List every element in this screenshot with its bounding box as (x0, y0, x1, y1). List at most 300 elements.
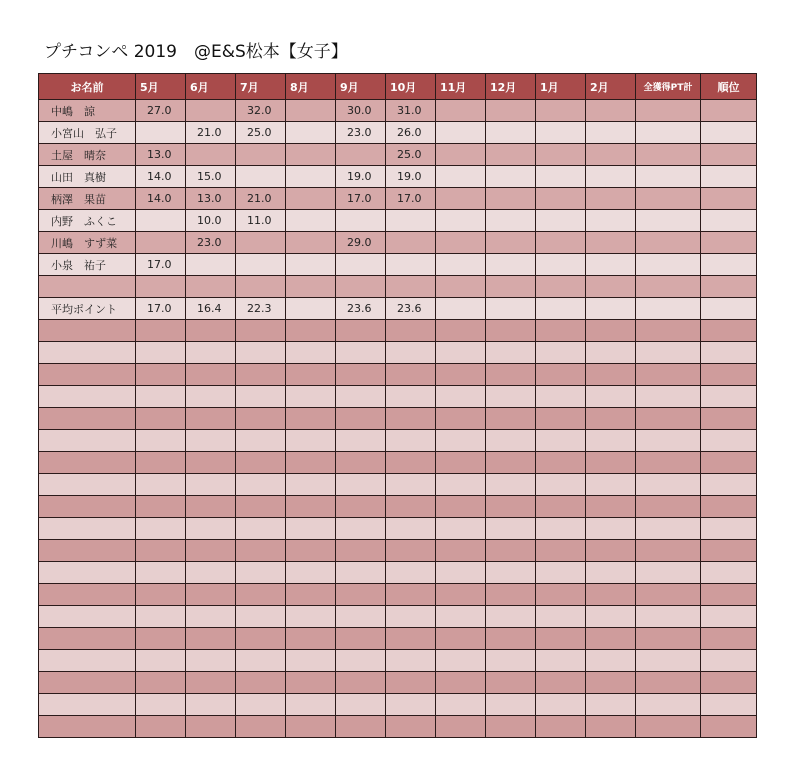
score-cell (486, 672, 536, 694)
score-cell (636, 276, 701, 298)
name-cell: 中嶋 諒 (39, 100, 136, 122)
score-cell (336, 474, 386, 496)
score-cell (436, 276, 486, 298)
score-cell (336, 716, 386, 738)
header-name: お名前 (39, 74, 136, 100)
score-cell (236, 320, 286, 342)
score-cell (186, 430, 236, 452)
score-cell (286, 210, 336, 232)
score-cell (436, 100, 486, 122)
score-cell (336, 452, 386, 474)
empty-row (39, 474, 757, 496)
empty-row (39, 518, 757, 540)
score-cell (436, 210, 486, 232)
score-cell (701, 584, 757, 606)
score-cell (236, 254, 286, 276)
score-cell (286, 320, 336, 342)
score-cell (136, 364, 186, 386)
score-cell: 21.0 (186, 122, 236, 144)
score-cell (386, 320, 436, 342)
score-cell (701, 650, 757, 672)
score-cell (286, 342, 336, 364)
name-cell (39, 650, 136, 672)
header-feb: 2月 (586, 74, 636, 100)
score-cell (136, 650, 186, 672)
score-cell (586, 672, 636, 694)
score-cell: 17.0 (136, 254, 186, 276)
score-cell (436, 166, 486, 188)
score-cell (286, 254, 336, 276)
header-row (39, 74, 757, 100)
score-cell (136, 672, 186, 694)
score-cell (286, 430, 336, 452)
empty-row (39, 364, 757, 386)
score-cell (386, 210, 436, 232)
score-cell (701, 100, 757, 122)
score-cell (436, 518, 486, 540)
score-cell (486, 430, 536, 452)
score-cell (536, 694, 586, 716)
score-cell (536, 298, 586, 320)
score-cell (486, 628, 536, 650)
score-cell (586, 496, 636, 518)
score-cell (186, 606, 236, 628)
score-cell (636, 628, 701, 650)
score-cell (186, 452, 236, 474)
score-cell (386, 232, 436, 254)
score-cell (286, 386, 336, 408)
score-cell (436, 562, 486, 584)
score-cell (186, 540, 236, 562)
score-cell (436, 188, 486, 210)
name-cell (39, 430, 136, 452)
score-cell (636, 386, 701, 408)
score-cell (636, 210, 701, 232)
score-cell (286, 672, 336, 694)
score-cell: 10.0 (186, 210, 236, 232)
name-cell: 川嶋 すず菜 (39, 232, 136, 254)
score-cell (586, 694, 636, 716)
score-cell (536, 254, 586, 276)
score-cell (486, 606, 536, 628)
empty-row (39, 408, 757, 430)
score-cell: 14.0 (136, 188, 186, 210)
score-cell (586, 364, 636, 386)
score-cell (236, 628, 286, 650)
score-cell (186, 650, 236, 672)
score-cell (436, 496, 486, 518)
score-cell (486, 540, 536, 562)
score-cell (636, 408, 701, 430)
score-cell (701, 364, 757, 386)
average-row (39, 298, 757, 320)
score-cell: 23.6 (386, 298, 436, 320)
score-cell (336, 430, 386, 452)
header-aug: 8月 (286, 74, 336, 100)
score-cell (336, 408, 386, 430)
score-cell (586, 276, 636, 298)
score-cell (186, 562, 236, 584)
score-cell (286, 474, 336, 496)
score-cell (586, 100, 636, 122)
score-cell (186, 364, 236, 386)
score-cell (186, 408, 236, 430)
score-cell (486, 100, 536, 122)
score-cell (286, 298, 336, 320)
header-jul: 7月 (236, 74, 286, 100)
score-cell (386, 408, 436, 430)
empty-row (39, 694, 757, 716)
score-cell (286, 276, 336, 298)
score-cell: 23.6 (336, 298, 386, 320)
score-cell: 14.0 (136, 166, 186, 188)
score-cell (536, 650, 586, 672)
name-cell (39, 342, 136, 364)
score-cell (336, 650, 386, 672)
score-cell (236, 694, 286, 716)
score-cell (536, 188, 586, 210)
score-cell (136, 584, 186, 606)
score-cell (586, 386, 636, 408)
score-cell (136, 518, 186, 540)
score-cell (636, 518, 701, 540)
score-cell (536, 430, 586, 452)
score-cell (536, 364, 586, 386)
name-cell (39, 584, 136, 606)
score-cell (586, 584, 636, 606)
score-cell (586, 342, 636, 364)
score-cell (536, 452, 586, 474)
score-cell (486, 210, 536, 232)
score-cell (636, 232, 701, 254)
score-cell (536, 672, 586, 694)
score-cell: 15.0 (186, 166, 236, 188)
score-cell (286, 452, 336, 474)
score-cell (386, 452, 436, 474)
score-cell (701, 386, 757, 408)
empty-row (39, 584, 757, 606)
score-cell (586, 540, 636, 562)
empty-row (39, 628, 757, 650)
score-cell (336, 276, 386, 298)
score-cell (636, 364, 701, 386)
score-cell (336, 496, 386, 518)
score-cell: 13.0 (186, 188, 236, 210)
score-cell (536, 496, 586, 518)
score-cell (636, 320, 701, 342)
score-cell (236, 606, 286, 628)
name-cell (39, 672, 136, 694)
score-cell (701, 232, 757, 254)
score-cell (336, 342, 386, 364)
score-cell (536, 606, 586, 628)
score-cell: 13.0 (136, 144, 186, 166)
score-cell (701, 298, 757, 320)
score-cell (386, 694, 436, 716)
score-cell: 32.0 (236, 100, 286, 122)
empty-row (39, 562, 757, 584)
score-cell (701, 408, 757, 430)
header-oct: 10月 (386, 74, 436, 100)
score-cell (386, 540, 436, 562)
name-cell (39, 452, 136, 474)
score-cell (701, 276, 757, 298)
score-cell (436, 342, 486, 364)
score-cell: 17.0 (336, 188, 386, 210)
score-cell (486, 276, 536, 298)
score-cell (536, 166, 586, 188)
score-cell: 11.0 (236, 210, 286, 232)
score-cell (286, 716, 336, 738)
header-rank: 順位 (701, 74, 757, 100)
score-cell (136, 232, 186, 254)
score-cell (286, 188, 336, 210)
score-cell (586, 122, 636, 144)
score-cell: 22.3 (236, 298, 286, 320)
score-cell (136, 210, 186, 232)
score-cell (136, 474, 186, 496)
score-cell (701, 716, 757, 738)
score-cell: 30.0 (336, 100, 386, 122)
score-cell (636, 474, 701, 496)
score-cell (486, 518, 536, 540)
score-cell (636, 298, 701, 320)
score-cell (186, 716, 236, 738)
table-row (39, 100, 757, 122)
score-cell (536, 408, 586, 430)
score-cell: 25.0 (386, 144, 436, 166)
score-cell (286, 364, 336, 386)
score-cell (386, 606, 436, 628)
score-cell (386, 254, 436, 276)
empty-row (39, 672, 757, 694)
header-may: 5月 (136, 74, 186, 100)
header-sep: 9月 (336, 74, 386, 100)
empty-row (39, 452, 757, 474)
score-cell: 31.0 (386, 100, 436, 122)
score-cell (336, 672, 386, 694)
score-cell (236, 452, 286, 474)
score-cell (436, 628, 486, 650)
name-cell: 内野 ふくこ (39, 210, 136, 232)
score-cell (586, 628, 636, 650)
score-cell (536, 474, 586, 496)
score-cell (336, 144, 386, 166)
score-cell (701, 496, 757, 518)
score-cell (536, 122, 586, 144)
score-cell: 26.0 (386, 122, 436, 144)
score-cell (536, 518, 586, 540)
score-cell (386, 430, 436, 452)
score-cell (186, 672, 236, 694)
score-cell (636, 100, 701, 122)
score-cell (486, 320, 536, 342)
score-cell (701, 320, 757, 342)
score-cell (186, 254, 236, 276)
score-cell (336, 320, 386, 342)
score-cell (486, 166, 536, 188)
score-cell (336, 694, 386, 716)
name-cell (39, 386, 136, 408)
name-cell (39, 320, 136, 342)
score-cell (636, 562, 701, 584)
score-cell (386, 628, 436, 650)
score-cell (236, 650, 286, 672)
score-cell (701, 672, 757, 694)
score-cell (536, 386, 586, 408)
score-cell (636, 144, 701, 166)
score-cell (701, 188, 757, 210)
score-cell (701, 166, 757, 188)
table-row (39, 188, 757, 210)
score-cell (436, 716, 486, 738)
score-cell (701, 628, 757, 650)
score-cell (386, 474, 436, 496)
score-cell (336, 210, 386, 232)
score-cell (701, 254, 757, 276)
score-cell: 17.0 (386, 188, 436, 210)
table-row (39, 276, 757, 298)
score-cell (386, 276, 436, 298)
score-cell (636, 430, 701, 452)
score-cell (386, 386, 436, 408)
score-cell (186, 276, 236, 298)
score-cell (636, 342, 701, 364)
score-cell (336, 606, 386, 628)
score-cell (136, 386, 186, 408)
name-cell (39, 518, 136, 540)
score-cell (136, 452, 186, 474)
name-cell (39, 606, 136, 628)
score-cell (636, 188, 701, 210)
score-cell (586, 320, 636, 342)
header-dec: 12月 (486, 74, 536, 100)
empty-row (39, 430, 757, 452)
score-cell (536, 540, 586, 562)
score-cell: 21.0 (236, 188, 286, 210)
score-cell (486, 452, 536, 474)
table-row (39, 232, 757, 254)
header-jun: 6月 (186, 74, 236, 100)
page-title: プチコンペ 2019 @E&S松本【女子】 (44, 42, 348, 62)
score-cell (636, 694, 701, 716)
score-cell (636, 166, 701, 188)
score-cell (586, 452, 636, 474)
empty-row (39, 496, 757, 518)
score-cell (286, 408, 336, 430)
empty-row (39, 386, 757, 408)
score-cell (336, 562, 386, 584)
score-cell (436, 672, 486, 694)
name-cell (39, 364, 136, 386)
empty-row (39, 716, 757, 738)
score-cell (536, 276, 586, 298)
score-cell (286, 518, 336, 540)
score-cell (286, 232, 336, 254)
name-cell (39, 562, 136, 584)
score-cell (386, 562, 436, 584)
score-cell (486, 364, 536, 386)
score-cell (136, 694, 186, 716)
score-cell (186, 320, 236, 342)
score-cell (236, 364, 286, 386)
score-cell (186, 100, 236, 122)
score-cell (286, 694, 336, 716)
score-cell (136, 562, 186, 584)
header-jan: 1月 (536, 74, 586, 100)
score-cell (336, 254, 386, 276)
score-cell (136, 122, 186, 144)
score-cell (486, 584, 536, 606)
score-cell (636, 122, 701, 144)
score-cell (586, 166, 636, 188)
score-cell (701, 430, 757, 452)
empty-row (39, 650, 757, 672)
score-cell (586, 650, 636, 672)
score-cell (186, 518, 236, 540)
table-row (39, 210, 757, 232)
score-cell (486, 474, 536, 496)
empty-row (39, 540, 757, 562)
score-cell (236, 232, 286, 254)
score-cell (701, 540, 757, 562)
score-cell (386, 496, 436, 518)
score-cell (636, 254, 701, 276)
score-cell (386, 584, 436, 606)
header-nov: 11月 (436, 74, 486, 100)
score-cell (701, 342, 757, 364)
score-cell (701, 452, 757, 474)
score-cell (586, 562, 636, 584)
score-cell (286, 100, 336, 122)
score-cell (236, 408, 286, 430)
score-cell (586, 474, 636, 496)
score-cell (186, 584, 236, 606)
score-cell (586, 188, 636, 210)
score-cell (386, 650, 436, 672)
score-cell (136, 408, 186, 430)
score-cell (436, 254, 486, 276)
score-cell (236, 496, 286, 518)
score-cell (336, 518, 386, 540)
score-cell: 25.0 (236, 122, 286, 144)
score-cell (136, 628, 186, 650)
score-cell (586, 430, 636, 452)
score-cell (536, 562, 586, 584)
score-cell (586, 232, 636, 254)
score-cell (136, 342, 186, 364)
score-cell: 16.4 (186, 298, 236, 320)
score-cell (436, 650, 486, 672)
score-cell (236, 540, 286, 562)
score-cell (586, 254, 636, 276)
score-cell (436, 430, 486, 452)
score-cell (636, 452, 701, 474)
score-cell (701, 518, 757, 540)
score-cell (336, 540, 386, 562)
score-cell (536, 342, 586, 364)
score-cell (436, 144, 486, 166)
score-cell (586, 144, 636, 166)
score-cell (286, 122, 336, 144)
score-cell (636, 584, 701, 606)
score-cell (136, 496, 186, 518)
name-cell (39, 474, 136, 496)
score-cell (136, 276, 186, 298)
score-cell (236, 474, 286, 496)
score-cell (386, 518, 436, 540)
score-cell (286, 540, 336, 562)
